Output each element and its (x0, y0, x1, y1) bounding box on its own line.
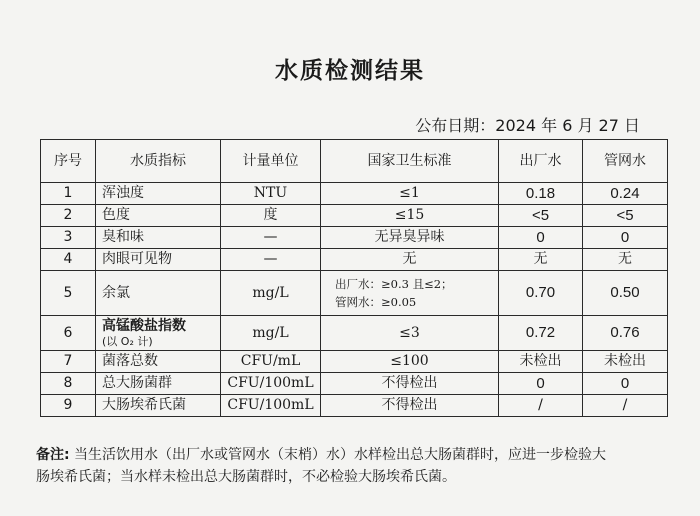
row-no: 6 (41, 316, 96, 351)
row-standard: ≤100 (321, 351, 499, 373)
row-indicator: 色度 (96, 205, 221, 227)
row-indicator: 浑浊度 (96, 183, 221, 205)
row-network-value: 0 (583, 373, 668, 395)
row-standard: 无 (321, 249, 499, 271)
standard-line-network: 管网水：≥0.05 (335, 295, 417, 309)
table-row (41, 395, 668, 417)
row-unit: 度 (221, 205, 321, 227)
row-standard: 不得检出 (321, 395, 499, 417)
document-title: 水质检测结果 (275, 58, 425, 84)
row-network-value: / (583, 395, 668, 417)
row-network-value: 无 (583, 249, 668, 271)
row-indicator: 余氯 (96, 271, 221, 316)
row-network-value: 未检出 (583, 351, 668, 373)
row-indicator: 臭和味 (96, 227, 221, 249)
row-indicator: 肉眼可见物 (96, 249, 221, 271)
row-unit: CFU/100mL (221, 395, 321, 417)
row-factory-value: 0 (499, 227, 583, 249)
row-unit: — (221, 227, 321, 249)
row-standard: 不得检出 (321, 373, 499, 395)
table-row (41, 271, 668, 316)
row-indicator: 大肠埃希氏菌 (96, 395, 221, 417)
row-factory-value: / (499, 395, 583, 417)
row-factory-value: 无 (499, 249, 583, 271)
row-factory-value: 0.72 (499, 316, 583, 351)
table-row (41, 373, 668, 395)
row-unit: — (221, 249, 321, 271)
row-unit: NTU (221, 183, 321, 205)
row-factory-value: 0 (499, 373, 583, 395)
row-standard: ≤15 (321, 205, 499, 227)
row-no: 1 (41, 183, 96, 205)
row-network-value: 0 (583, 227, 668, 249)
standard-line-factory: 出厂水：≥0.3 且≤2； (335, 276, 453, 291)
row-unit: mg/L (221, 316, 321, 351)
row-no: 7 (41, 351, 96, 373)
header-factory-water: 出厂水 (499, 140, 583, 183)
row-no: 2 (41, 205, 96, 227)
row-standard: ≤3 (321, 316, 499, 351)
row-unit: CFU/100mL (221, 373, 321, 395)
row-factory-value: 0.70 (499, 271, 583, 316)
table-row (41, 249, 668, 271)
table-header-row (41, 140, 668, 183)
table-row (41, 205, 668, 227)
row-no: 9 (41, 395, 96, 417)
row-unit: mg/L (221, 271, 321, 316)
row-standard: 无异臭异味 (321, 227, 499, 249)
row-no: 8 (41, 373, 96, 395)
row-network-value: 0.24 (583, 183, 668, 205)
row-indicator: 菌落总数 (96, 351, 221, 373)
table-row (41, 316, 668, 351)
table-row (41, 227, 668, 249)
publish-date: 公布日期：2024 年 6 月 27 日 (415, 116, 640, 135)
row-network-value: <5 (583, 205, 668, 227)
row-standard (321, 271, 499, 316)
row-network-value: 0.50 (583, 271, 668, 316)
row-factory-value: 0.18 (499, 183, 583, 205)
table-row (41, 183, 668, 205)
header-network-water: 管网水 (583, 140, 668, 183)
footnote-text-line1: 当生活饮用水（出厂水或管网水（末梢）水）水样检出总大肠菌群时，应进一步检验大 (69, 447, 607, 463)
row-standard: ≤1 (321, 183, 499, 205)
row-no: 4 (41, 249, 96, 271)
row-network-value: 0.76 (583, 316, 668, 351)
footnote-text-line2: 肠埃希氏菌；当水样未检出总大肠菌群时，不必检验大肠埃希氏菌。 (36, 469, 456, 485)
header-unit: 计量单位 (221, 140, 321, 183)
indicator-sub: (以 O₂ 计) (102, 334, 153, 348)
row-unit: CFU/mL (221, 351, 321, 373)
water-quality-table (40, 139, 668, 417)
row-factory-value: 未检出 (499, 351, 583, 373)
row-factory-value: <5 (499, 205, 583, 227)
header-indicator: 水质指标 (96, 140, 221, 183)
row-no: 3 (41, 227, 96, 249)
table-row (41, 351, 668, 373)
row-no: 5 (41, 271, 96, 316)
row-indicator (96, 316, 221, 351)
header-no: 序号 (41, 140, 96, 183)
header-standard: 国家卫生标准 (321, 140, 499, 183)
indicator-main: 高锰酸盐指数 (102, 318, 186, 334)
footnote (36, 444, 668, 488)
footnote-label: 备注: (36, 447, 70, 463)
row-indicator: 总大肠菌群 (96, 373, 221, 395)
